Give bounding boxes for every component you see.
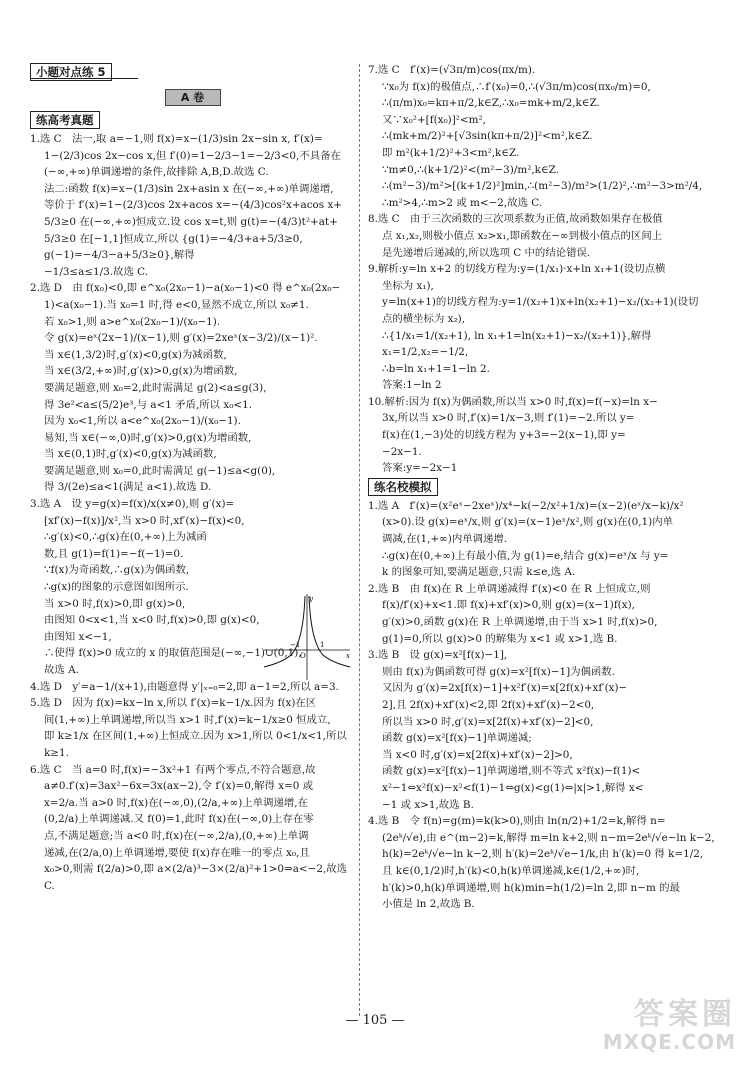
solution-line: x=2/a.当 a>0 时,f(x)在(−∞,0),(2/a,+∞)上单调递增,在	[44, 796, 308, 809]
column-divider	[359, 64, 360, 1016]
solution-line: 即 k≥1/x 在区间(1,+∞)上恒成立.因为 x>1,所以 0<1/x<1,所以	[44, 730, 347, 743]
solution-line: 1−(2/3)cos 2x−cos x,但 f′(0)=1−2/3−1=−2/3<0,不具备在	[44, 149, 341, 162]
solution-line: 8.选 C 由于三次函数的三次项系数为正值,故函数如果存在极值	[368, 213, 663, 226]
solution-line: 当 x<0 时,g′(x)=x[2f(x)+xf′(x)−2]>0,	[382, 748, 573, 761]
solution-line: 点的横坐标为 x₂),	[382, 312, 466, 325]
solution-line: 得 3/(2e)≤a<1(满足 a<1).故选 D.	[44, 481, 212, 494]
watermark-bottom: MXQE.COM	[602, 1030, 736, 1054]
solution-line: 函数 g(x)=x²[f(x)−1]单调递减;	[382, 732, 532, 745]
graph-curve-right	[309, 596, 350, 667]
solution-line: g(1)=0,所以 g(x)>0 的解集为 x<1 或 x>1,选 B.	[382, 632, 618, 645]
solution-line: 1.选 A f′(x)=(x²eˣ−2xeˣ)/x⁴−k(−2/x²+1/x)=(x−2)(eˣ/x−k)/x²	[368, 499, 684, 512]
solution-line: 小值是 ln 2,故选 B.	[382, 898, 475, 911]
solution-line: (0,2/a)上单调递减.又 f(0)=1,此时 f(x)在(−∞,0)上存在零	[44, 813, 314, 826]
solution-line: (x>0).设 g(x)=eˣ/x,则 g′(x)=(x−1)eˣ/x²,则 g(x)在(0,1)内单	[382, 516, 673, 529]
solution-line: ∵f(x)为奇函数,∴g(x)为偶函数,	[44, 564, 190, 577]
graph-label-1: 1	[320, 641, 325, 649]
right-column	[368, 62, 720, 913]
solution-line: 则由 f(x)为偶函数可得 g(x)=x²[f(x)−1]为偶函数.	[382, 665, 615, 678]
page-number: — 105 —	[345, 1013, 405, 1028]
solution-line: 易知,当 x∈(−∞,0)时,g′(x)>0,g(x)为增函数,	[44, 431, 252, 444]
solution-line: −1/3≤a≤1/3.故选 C.	[44, 265, 149, 278]
solution-line: 7.选 C f′(x)=(√3π/m)cos(πx/m).	[368, 64, 536, 76]
solution-line: 又因为 g′(x)=2x[f(x)−1]+x²f′(x)=x[2f(x)+xf′(x)−	[382, 682, 628, 695]
solution-line: ∴(mk+m/2)²+[√3sin(kπ+π/2)]²<m²,k∈Z.	[382, 130, 593, 143]
watermark-top: 答案圈	[634, 997, 736, 1032]
solution-line: k 的图象可知,要满足题意,只需 k≤e,选 A.	[382, 566, 576, 579]
solution-line: 6.选 C 当 a=0 时,f(x)=−3x²+1 有两个零点,不符合题意,故	[30, 763, 316, 776]
solution-line: (2eᵏ/√e),由 e^(m−2)=k,解得 m=ln k+2,则 n−m=2eᵏ/√e−ln k−2,	[382, 831, 715, 844]
solution-line: [xf′(x)−f(x)]/x²,当 x>0 时,xf′(x)−f(x)<0,	[44, 514, 245, 527]
solution-line: ∴m²>4,∴m>2 或 m<−2,故选 C.	[382, 196, 543, 209]
solution-line: 当 x∈(3/2,+∞)时,g′(x)>0,g(x)为增函数,	[44, 365, 238, 378]
solution-line: f(x)/f′(x)+x<1.即 f(x)+xf′(x)>0,则 g(x)=(x−1)f(x),	[382, 599, 635, 612]
solution-line: ∴(m²−3)/m²>[(k+1/2)²]min,∴(m²−3)/m²>(1/2)²,∴m²−3>m²/4,	[382, 180, 703, 193]
solution-line: ∴{1/x₁=1/(x₂+1), ln x₁+1=ln(x₂+1)−x₂/(x₂+1)},解得 x₁=1/2,x₂=−1/2,	[382, 329, 652, 359]
solution-line: f(x)在(1,−3)处的切线方程为 y+3=−2(x−1),即 y=	[382, 429, 626, 442]
solution-line: 10.解析:因为 f(x)为偶函数,所以当 x>0 时,f(x)=f(−x)=ln x−	[368, 395, 658, 408]
solution-line: 4.选 D y′=a−1/(x+1),由题意得 y′|ₓ₌₀=2,即 a−1=2,所以 a=3.	[30, 680, 339, 693]
solution-line: 函数 g(x)=x²[f(x)−1]单调递增,则不等式 x²f(x)−f(1)<	[382, 765, 641, 778]
title-underline	[30, 78, 138, 79]
solution-line: 9.解析:y=ln x+2 的切线方程为:y=(1/x₁)·x+ln x₁+1(设切点横	[368, 263, 666, 276]
solution-line: 递减,在(2/a,0)上单调递增,要使 f(x)存在唯一的零点 x₀,且	[44, 846, 310, 859]
solution-line: h(k)=2eᵏ/√e−ln k−2,则 h′(k)=2eᵏ/√e−1/k,由 h′(k)=0 得 k=1/2,	[382, 848, 704, 861]
solution-line: 又∵x₀²+[f(x₀)]²<m²,	[382, 113, 486, 126]
solution-line: ∵x₀为 f(x)的极值点,∴f′(x₀)=0,∴(√3π/m)cos(πx₀/m)=0,	[382, 80, 651, 93]
solution-line: ∴b=ln x₁+1=1−ln 2.	[382, 362, 490, 375]
solution-line: 1.选 C 法一,取 a=−1,则 f(x)=x−(1/3)sin 2x−sin x, f′(x)=	[30, 133, 323, 145]
solution-line: 答案:y=−2x−1	[382, 462, 458, 475]
solution-line: 3x,所以当 x>0 时,f′(x)=1/x−3,则 f′(1)=−2.所以 y=	[382, 412, 635, 425]
solution-line: 要满足题意,则 x₀=0,此时需满足 g(−1)≤a<g(0),	[44, 464, 276, 477]
solution-line: 间(1,+∞)上单调递增,所以当 x>1 时,f′(x)=k−1/x≥0 恒成立,	[44, 713, 331, 726]
solution-line: ∵m≠0,∴(k+1/2)²<(m²−3)/m²,k∈Z.	[382, 163, 559, 176]
solution-line: h′(k)>0,h(k)单调递增,则 h(k)min=h(1/2)=ln 2,即 n−m 的最	[382, 881, 680, 894]
solution-line: 要满足题意,则 x₀=2,此时需满足 g(2)<a≤g(3),	[44, 381, 267, 394]
solution-line: ∴g(x)在(0,+∞)上有最小值,为 g(1)=e,结合 g(x)=eˣ/x 与 y=	[382, 549, 669, 562]
solution-line: 即 m²(k+1/2)²+3<m²,k∈Z.	[382, 146, 520, 159]
solution-line: −1 或 x>1,故选 B.	[382, 798, 474, 811]
section-mock-title: 练名校模拟	[368, 478, 438, 496]
solution-line: 法二:函数 f(x)=x−(1/3)sin 2x+asin x 在(−∞,+∞)单调递增,	[44, 182, 334, 195]
solution-line: 当 x∈(1,3/2)时,g′(x)<0,g(x)为减函数,	[44, 348, 227, 361]
solution-line: ∴(π/m)x₀=kπ+π/2,k∈Z,∴x₀=mk+m/2,k∈Z.	[382, 97, 600, 110]
left-column	[30, 62, 355, 894]
graph-label-origin: O	[300, 652, 306, 660]
solution-line: 5.选 D 因为 f(x)=kx−ln x,所以 f′(x)=k−1/x.因为 f(x)在区	[30, 697, 317, 710]
solution-line: 是先递增后递减的,所以选项 C 中的结论错误.	[382, 246, 591, 259]
page-title: 小题对点练 5	[30, 63, 112, 81]
solution-line: 3.选 A 设 y=g(x)=f(x)/x(x≠0),则 g′(x)=	[30, 498, 235, 511]
solution-line: 1)<a(x₀−1).当 x₀=1 时,得 e<0,显然不成立,所以 x₀≠1.	[44, 298, 309, 311]
solution-line: 当 x∈(0,1)时,g′(x)<0,g(x)为减函数,	[44, 448, 217, 461]
solution-line: 点,不满足题意;当 a<0 时,f(x)在(−∞,2/a),(0,+∞)上单调	[44, 829, 309, 842]
solution-line: 5/3≥0 在[−1,1]恒成立,所以 {g(1)=−4/3+a+5/3≥0, g(−1)=−4/3−a+5/3≥0},解得	[44, 232, 303, 262]
solution-line: 5/3≥0 在(−∞,+∞)恒成立.设 cos x=t,则 g(t)=−(4/3)t²+at+	[44, 215, 338, 228]
graph-label-neg1: −1	[290, 641, 301, 649]
graph-label-y: y	[309, 595, 313, 603]
solution-line: 2.选 B 由 f(x)在 R 上单调递减得 f′(x)<0 在 R 上恒成立,则	[368, 582, 651, 595]
watermark-logo	[536, 999, 736, 1055]
solution-line: 由图知 x<−1,	[44, 630, 112, 643]
section-gaokao-title: 练高考真题	[30, 111, 100, 129]
solution-line: 坐标为 x₁),	[382, 279, 434, 292]
solution-line: ∴g′(x)<0,∴g(x)在(0,+∞)上为减函	[44, 531, 207, 544]
solution-line: 所以当 x>0 时,g′(x)=x[2f(x)+xf′(x)−2]<0,	[382, 715, 594, 728]
solution-line: 2],且 2f(x)+xf′(x)<2,即 2f(x)+xf′(x)−2<0,	[382, 698, 595, 711]
function-graph-figure	[262, 592, 352, 682]
solution-line: k≥1.	[44, 746, 69, 759]
solution-line: 数,且 g(1)=f(1)=−f(−1)=0.	[44, 547, 184, 560]
graph-label-x: x	[346, 652, 350, 660]
solution-line: 2.选 D 由 f(x₀)<0,即 e^x₀(2x₀−1)−a(x₀−1)<0 得 e^x₀(2x₀−	[30, 282, 341, 295]
solution-line: g′(x)>0,函数 g(x)在 R 上单调递增,由于当 x>1 时,f(x)>0,	[382, 616, 658, 628]
solution-line: −2x−1.	[382, 445, 422, 458]
solution-line: 令 g(x)=eˣ(2x−1)/(x−1),则 g′(x)=2xeˣ(x−3/2)/(x−1)².	[44, 332, 318, 345]
solution-line: x²−1⇔x²f(x)−x²<f(1)−1⇔g(x)<g(1)⇔|x|>1,解得 x<	[382, 781, 644, 794]
solution-line: 等价于 f′(x)=1−(2/3)cos 2x+acos x=−(4/3)cos²x+acos x+	[44, 199, 343, 212]
solution-line: 答案:1−ln 2	[382, 379, 442, 392]
solution-line: 因为 x₀<1,所以 a<e^x₀(2x₀−1)/(x₀−1).	[44, 415, 241, 428]
solution-line: 且 k∈(0,1/2)时,h′(k)<0,h(k)单调递减,k∈(1/2,+∞)时,	[382, 864, 640, 877]
graph-curve-left	[264, 596, 305, 667]
solution-line: 由图知 0<x<1,当 x<0 时,f(x)>0,即 g(x)<0,	[44, 614, 260, 627]
solution-line: x₀>0,则需 f(2/a)>0,即 a×(2/a)³−3×(2/a)²+1>0⇒a<−2,故选 C.	[44, 863, 348, 892]
solution-line: ∴使得 f(x)>0 成立的 x 的取值范围是(−∞,−1)∪(0,1),	[44, 647, 302, 660]
solution-line: 3.选 B 设 g(x)=x²[f(x)−1],	[368, 649, 508, 662]
solution-line: 得 3e²<a≤(5/2)e³,与 a<1 矛盾,所以 x₀<1.	[44, 398, 252, 411]
solution-line: (−∞,+∞)单调递增的条件,故排除 A,B,D.故选 C.	[44, 166, 269, 179]
solution-line: 故选 A.	[44, 664, 79, 676]
solution-line: 调减,在(1,+∞)内单调递增.	[382, 533, 508, 546]
left-solutions	[30, 131, 355, 894]
right-solutions	[368, 62, 720, 913]
solution-line: ∴g(x)的图象的示意图如图所示.	[44, 581, 189, 594]
solution-line: 4.选 B 令 f(n)=g(m)=k(k>0),则由 ln(n/2)+1/2=k,解得 n=	[368, 815, 666, 828]
solution-line: 点 x₁,x₂,则极小值点 x₂>x₁,即函数在−∞到极小值点的区间上	[382, 229, 663, 242]
volume-label: A 卷	[165, 89, 221, 106]
solution-line: 若 x₀>1,则 a>e^x₀(2x₀−1)/(x₀−1).	[44, 315, 221, 328]
solution-line: 当 x>0 时,f(x)>0,即 g(x)>0,	[44, 597, 186, 610]
solution-line: y=ln(x+1)的切线方程为:y=1/(x₂+1)x+ln(x₂+1)−x₂/(x₂+1)(设切	[382, 296, 699, 309]
solution-line: a≠0.f′(x)=3ax²−6x=3x(ax−2),令 f′(x)=0,解得 x=0 或	[44, 780, 314, 793]
